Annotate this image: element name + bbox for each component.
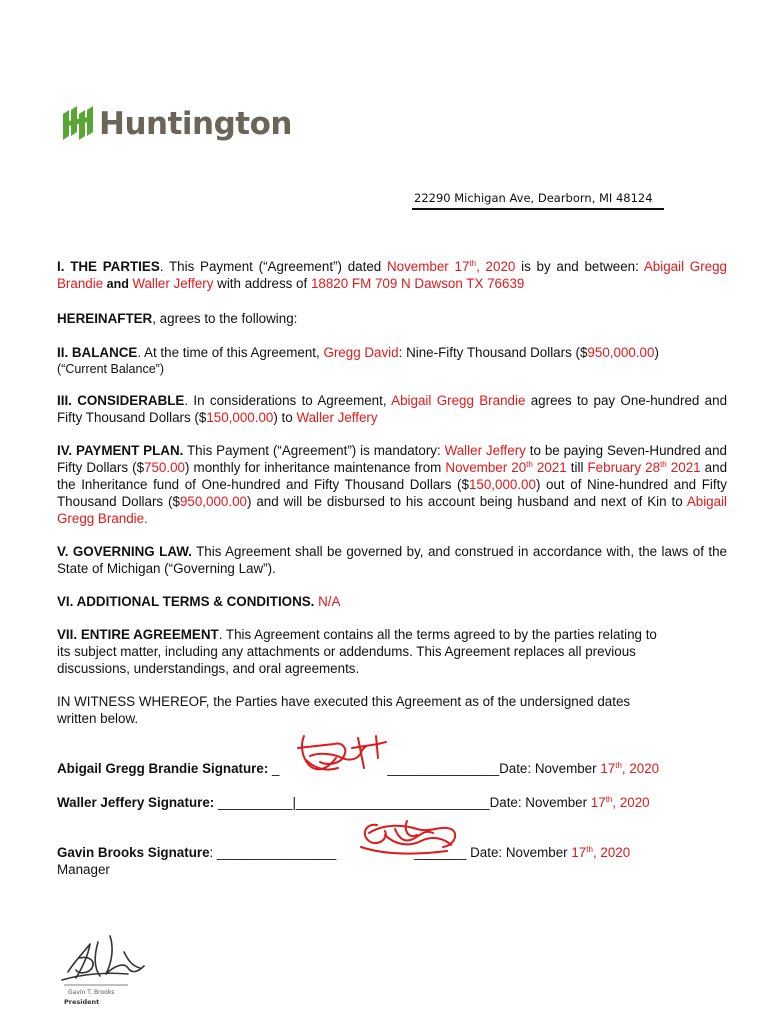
section-considerable xyxy=(57,392,727,426)
amount: 950,000.00 xyxy=(587,345,655,360)
logo-text: Huntington xyxy=(99,106,292,142)
end-date: February 28th 2021 xyxy=(587,460,701,475)
signature-date: 17th, 2020 xyxy=(590,795,650,810)
section-hereinafter xyxy=(57,310,727,327)
signature-line-waller xyxy=(57,795,650,810)
text: ) to xyxy=(273,410,297,425)
text: agrees to pay One-hundred and Fifty Thousand Dollars ($ xyxy=(57,393,728,425)
section-balance xyxy=(57,344,727,361)
section-parties xyxy=(57,258,727,293)
name: Waller Jeffery xyxy=(296,410,378,425)
text: with address of xyxy=(213,276,311,291)
text: This Payment (“Agreement”) is mandatory: xyxy=(183,443,445,458)
section-heading: HEREINAFTER xyxy=(57,311,153,326)
signature-gavin-image xyxy=(355,815,465,861)
text: is by and between: xyxy=(515,259,644,274)
witness-clause: IN WITNESS WHEREOF, the Parties have executed this Agreement as of the undersigned dates written below. xyxy=(57,694,631,726)
header-address: 22290 Michigan Ave, Dearborn, MI 48124 xyxy=(414,191,653,205)
signature-blank: __________|__________________________ xyxy=(214,795,490,810)
signer-role: Manager xyxy=(57,862,110,877)
stamp-name: Gavin T. Brooks xyxy=(68,989,115,996)
start-date: November 20th 2021 xyxy=(445,460,567,475)
name: Waller Jeffery xyxy=(444,443,526,458)
section-heading: VI. ADDITIONAL TERMS & CONDITIONS. xyxy=(57,594,315,609)
signature-date: 17th, 2020 xyxy=(571,845,631,860)
signature-blank: _______ xyxy=(336,845,471,860)
section-heading: V. GOVERNING LAW. xyxy=(57,544,192,559)
signature-label: Abigail Gregg Brandie Signature: xyxy=(57,761,269,776)
huntington-logo-icon xyxy=(60,104,94,144)
section-payment-plan xyxy=(57,442,727,527)
text: till xyxy=(566,460,588,475)
text: ) xyxy=(654,345,659,360)
signature-label: Waller Jeffery Signature: xyxy=(57,795,215,810)
text: to be paying Seven-Hundred and Fifty Dollars ($ xyxy=(57,443,727,475)
text: ) monthly for inheritance maintenance from xyxy=(185,460,446,475)
signature-line-gavin xyxy=(57,845,630,860)
text: ) out of Nine-hundred and Fifty Thousand Dollars ($ xyxy=(57,477,727,509)
text: , agrees to the following: xyxy=(152,311,298,326)
signature-stamp-image xyxy=(58,922,168,1012)
agreement-date: November 17th, 2020 xyxy=(386,259,516,274)
section-additional-terms xyxy=(57,593,727,610)
signature-label: Gavin Brooks Signature xyxy=(57,845,210,860)
name: Abigail Gregg Brandie xyxy=(391,393,526,408)
section-heading: IV. PAYMENT PLAN. xyxy=(57,443,184,458)
date-label: Date: November xyxy=(489,795,591,810)
signature-date: 17th, 2020 xyxy=(600,761,660,776)
text: . At the time of this Agreement, xyxy=(137,345,324,360)
amount: 150,000.00 xyxy=(468,477,536,492)
signature-abigail-image xyxy=(290,728,400,778)
section-heading: VII. ENTIRE AGREEMENT xyxy=(57,627,219,642)
amount: 950,000.00 xyxy=(179,494,247,509)
name: Abigail Gregg Brandie. xyxy=(57,494,728,526)
huntington-logo xyxy=(60,104,292,144)
section-entire-agreement xyxy=(57,626,657,677)
section-heading: III. CONSIDERABLE xyxy=(57,393,185,408)
address-underline xyxy=(412,208,664,210)
date-label: Date: November xyxy=(499,761,601,776)
terms-value: N/A xyxy=(314,594,341,609)
signature-blank: _ _______________ xyxy=(268,761,500,776)
party-address: 18820 FM 709 N Dawson TX 76639 xyxy=(310,276,525,291)
signature-blank: : ________________ xyxy=(209,845,337,860)
party-name: Abigail Gregg Brandie xyxy=(57,259,728,291)
text: . This Agreement contains all the terms agreed to by the parties relating to its subject matter, including any attachments or addendums. This Agreement replaces all previous discussions, understandings, and oral agreements. xyxy=(57,627,657,676)
current-balance-note: (“Current Balance”) xyxy=(57,362,164,376)
agreement-body xyxy=(57,258,727,727)
text: and xyxy=(103,277,133,291)
date-label: Date: November xyxy=(470,845,572,860)
section-heading: II. BALANCE xyxy=(57,345,138,360)
amount: 150,000.00 xyxy=(206,410,274,425)
amount: 750.00 xyxy=(144,460,185,475)
party-name: Waller Jeffery xyxy=(132,276,214,291)
text: This Agreement shall be governed by, and construed in accordance with, the laws of the State of Michigan (“Governing Law”). xyxy=(57,544,728,576)
stamp-title: President xyxy=(64,998,100,1006)
text: and the Inheritance fund of One-hundred and Fifty Thousand Dollars ($ xyxy=(57,460,728,492)
section-governing-law xyxy=(57,543,727,577)
text: : Nine-Fifty Thousand Dollars ($ xyxy=(398,345,588,360)
text: . In considerations to Agreement, xyxy=(184,393,392,408)
text: ) and will be disbursed to his account being husband and next of Kin to xyxy=(246,494,687,509)
section-heading: I. THE PARTIES xyxy=(57,259,160,274)
text: . This Payment (“Agreement”) dated xyxy=(159,259,387,274)
name: Gregg David xyxy=(323,345,399,360)
